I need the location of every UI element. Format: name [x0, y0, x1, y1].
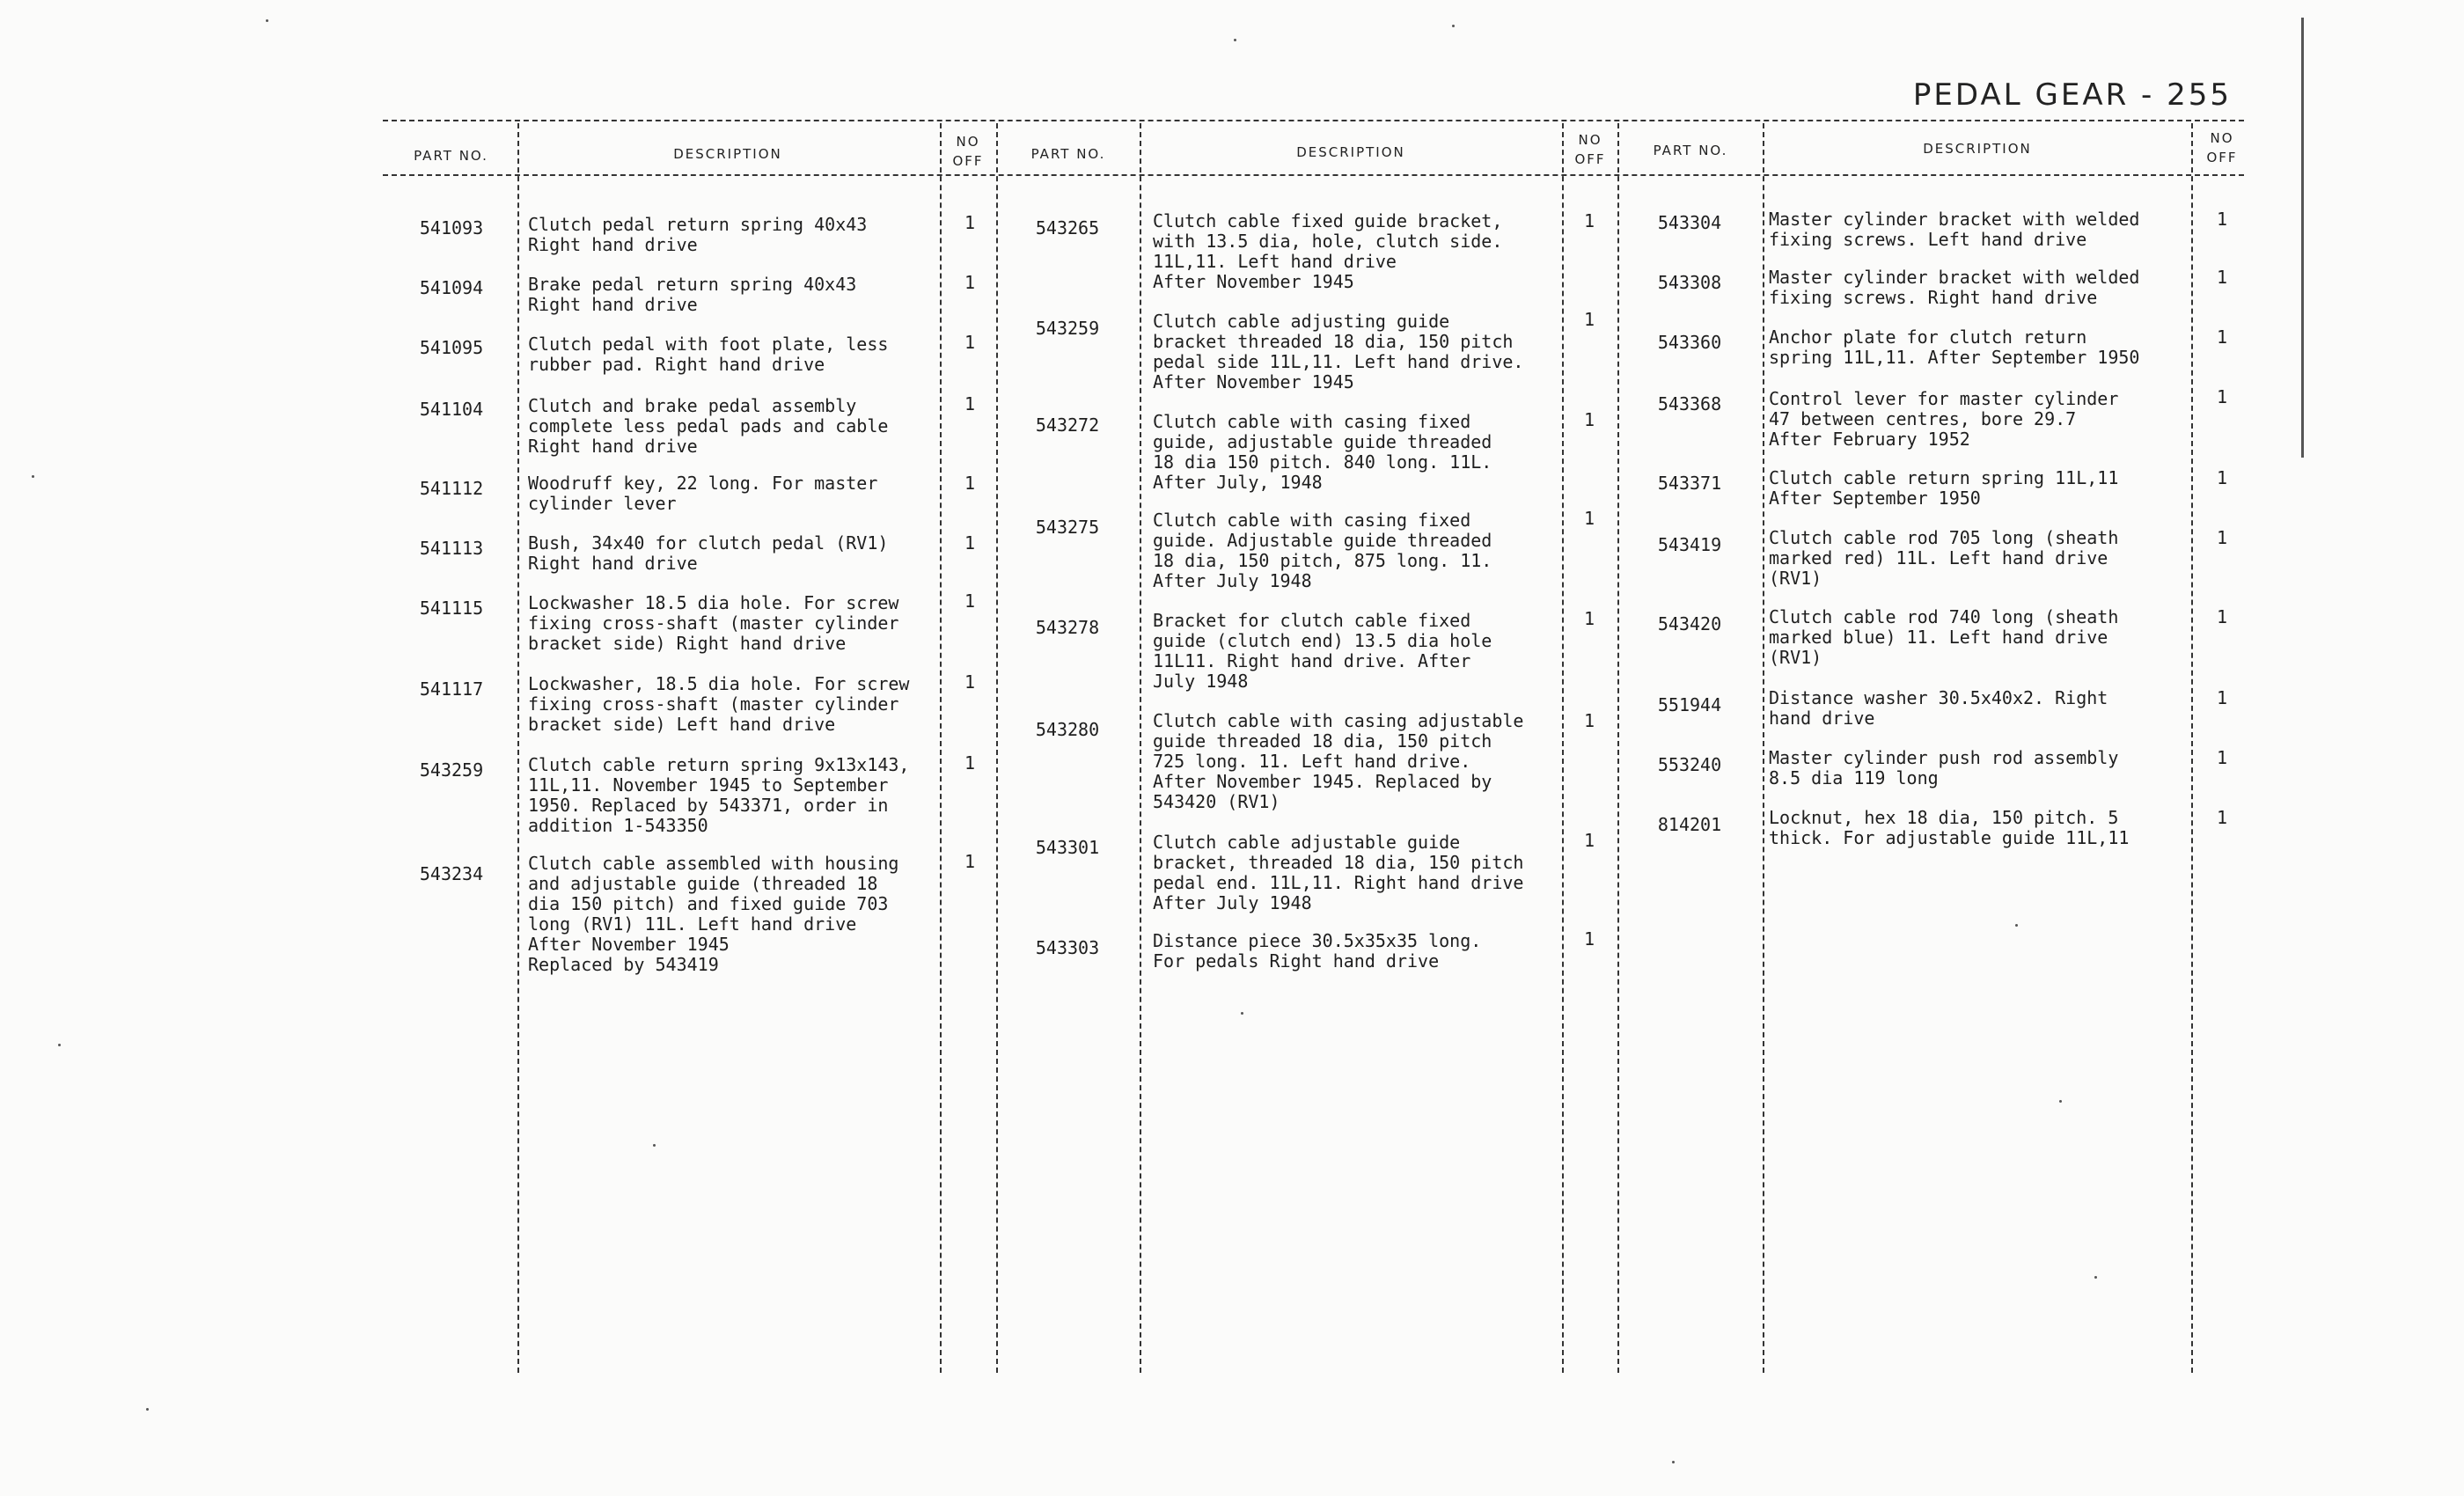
header-no-off-line1: NO	[1578, 132, 1602, 148]
scan-speck	[2059, 1100, 2062, 1103]
part-description: Woodruff key, 22 long. For master cylinder lever	[528, 473, 878, 514]
header-no-off	[2196, 128, 2248, 167]
part-description: Clutch cable return spring 11L,11 After September 1950	[1769, 467, 2119, 509]
quantity: 1	[964, 532, 976, 554]
page-edge-line	[2301, 18, 2304, 458]
part-number: 551944	[1657, 694, 1722, 715]
quantity: 1	[1583, 928, 1595, 950]
part-number: 543308	[1657, 272, 1722, 293]
part-description: Distance washer 30.5x40x2. Right hand drive	[1769, 687, 2108, 729]
header-no-off	[1564, 130, 1617, 169]
part-description: Clutch cable adjustable guide bracket, threaded 18 dia, 150 pitch pedal end. 11L,11. Right hand drive After July 1948	[1153, 832, 1524, 913]
part-description: Clutch cable fixed guide bracket, with 13.5 dia, hole, clutch side. 11L,11. Left hand drive After November 1945	[1153, 210, 1503, 292]
part-description: Master cylinder bracket with welded fixing screws. Right hand drive	[1769, 267, 2140, 308]
part-number: 543304	[1657, 212, 1722, 233]
part-number: 541094	[419, 277, 484, 298]
scan-speck	[1241, 1012, 1243, 1015]
quantity: 1	[2216, 606, 2228, 627]
part-number: 543371	[1657, 473, 1722, 494]
part-number: 543301	[1035, 837, 1100, 858]
header-no-off-line2: OFF	[1574, 151, 1606, 167]
header-no-off	[942, 132, 994, 171]
part-number: 543234	[419, 863, 484, 884]
scan-speck	[2094, 1276, 2097, 1279]
header-no-off-line1: NO	[956, 134, 980, 150]
column-divider	[1617, 123, 1619, 1373]
part-description: Clutch pedal return spring 40x43 Right hand drive	[528, 214, 868, 255]
quantity: 1	[2216, 687, 2228, 708]
part-number: 543278	[1035, 617, 1100, 638]
header-no-off-line2: OFF	[952, 153, 984, 169]
part-number: 541115	[419, 598, 484, 619]
quantity: 1	[2216, 807, 2228, 828]
quantity: 1	[1583, 830, 1595, 851]
scan-speck	[1672, 1461, 1675, 1463]
quantity: 1	[2216, 467, 2228, 488]
scan-speck	[146, 1408, 149, 1411]
part-description: Clutch cable with casing fixed guide, adjustable guide threaded 18 dia 150 pitch. 840 long. 11L. After July, 1948	[1153, 411, 1492, 493]
scan-speck	[1452, 25, 1455, 27]
header-no-off-line2: OFF	[2206, 150, 2238, 165]
scan-speck	[32, 475, 34, 478]
quantity: 1	[964, 752, 976, 774]
quantity: 1	[2216, 747, 2228, 768]
quantity: 1	[964, 332, 976, 353]
part-description: Bracket for clutch cable fixed guide (clutch end) 13.5 dia hole 11L11. Right hand drive. After July 1948	[1153, 610, 1492, 692]
quantity: 1	[964, 212, 976, 233]
header-bottom-rule	[383, 174, 2244, 176]
column-divider	[517, 123, 519, 1373]
part-number: 543265	[1035, 217, 1100, 238]
part-description: Locknut, hex 18 dia, 150 pitch. 5 thick. For adjustable guide 11L,11	[1769, 807, 2130, 848]
quantity: 1	[1583, 409, 1595, 430]
quantity: 1	[1583, 608, 1595, 629]
quantity: 1	[2216, 209, 2228, 230]
part-description: Clutch cable rod 740 long (sheath marked blue) 11. Left hand drive (RV1)	[1769, 606, 2119, 668]
part-description: Clutch and brake pedal assembly complete less pedal pads and cable Right hand drive	[528, 395, 889, 457]
part-description: Master cylinder bracket with welded fixing screws. Left hand drive	[1769, 209, 2140, 250]
part-number: 543303	[1035, 937, 1100, 958]
column-divider	[2191, 123, 2193, 1373]
quantity: 1	[964, 473, 976, 494]
quantity: 1	[2216, 386, 2228, 407]
part-description: Control lever for master cylinder 47 between centres, bore 29.7 After February 1952	[1769, 388, 2119, 450]
quantity: 1	[964, 272, 976, 293]
part-description: Lockwasher 18.5 dia hole. For screw fixing cross-shaft (master cylinder bracket side) Right hand drive	[528, 592, 899, 654]
column-divider	[1140, 123, 1141, 1373]
header-description: DESCRIPTION	[673, 146, 782, 162]
part-description: Clutch cable assembled with housing and adjustable guide (threaded 18 dia 150 pitch) and fixed guide 703 long (RV1) 11L. Left hand drive After November 1945 Replaced by 543419	[528, 853, 899, 975]
quantity: 1	[2216, 326, 2228, 348]
part-number: 553240	[1657, 754, 1722, 775]
part-description: Brake pedal return spring 40x43 Right hand drive	[528, 274, 857, 315]
quantity: 1	[964, 851, 976, 872]
quantity: 1	[964, 671, 976, 693]
part-description: Master cylinder push rod assembly 8.5 dia 119 long	[1769, 747, 2119, 788]
part-number: 814201	[1657, 814, 1722, 835]
scan-speck	[58, 1044, 61, 1046]
part-description: Clutch cable with casing adjustable guide threaded 18 dia, 150 pitch 725 long. 11. Left hand drive. After November 1945. Replaced by 543420 (RV1)	[1153, 710, 1524, 812]
part-number: 543368	[1657, 393, 1722, 414]
part-description: Anchor plate for clutch return spring 11L,11. After September 1950	[1769, 326, 2140, 368]
part-number: 543419	[1657, 534, 1722, 555]
header-part-no: PART NO.	[1030, 146, 1106, 162]
column-divider	[940, 123, 942, 1373]
part-number: 541093	[419, 217, 484, 238]
part-number: 541113	[419, 538, 484, 559]
column-divider	[1763, 123, 1764, 1373]
part-number: 541112	[419, 478, 484, 499]
page-title: PEDAL GEAR - 255	[1912, 77, 2232, 113]
column-divider	[1562, 123, 1564, 1373]
part-description: Clutch cable return spring 9x13x143, 11L,11. November 1945 to September 1950. Replaced by 543371, order in addition 1-543350	[528, 754, 910, 836]
scan-speck	[266, 19, 268, 22]
part-number: 543420	[1657, 613, 1722, 634]
quantity: 1	[1583, 710, 1595, 731]
header-description: DESCRIPTION	[1296, 144, 1405, 160]
quantity: 1	[1583, 210, 1595, 231]
header-top-rule	[383, 120, 2244, 121]
quantity: 1	[964, 590, 976, 612]
part-description: Clutch cable rod 705 long (sheath marked red) 11L. Left hand drive (RV1)	[1769, 527, 2119, 589]
part-description: Clutch cable adjusting guide bracket threaded 18 dia, 150 pitch pedal side 11L,11. Left hand drive. After November 1945	[1153, 311, 1524, 392]
scan-speck	[653, 1144, 656, 1147]
part-number: 543280	[1035, 719, 1100, 740]
part-number: 543360	[1657, 332, 1722, 353]
header-description: DESCRIPTION	[1923, 141, 2032, 157]
part-number: 541117	[419, 678, 484, 700]
scan-speck	[2015, 924, 2018, 927]
scan-speck	[1234, 39, 1236, 41]
part-description: Bush, 34x40 for clutch pedal (RV1) Right hand drive	[528, 532, 889, 574]
part-number: 543259	[419, 759, 484, 781]
part-description: Distance piece 30.5x35x35 long. For pedals Right hand drive	[1153, 930, 1482, 972]
column-divider	[996, 123, 998, 1373]
part-number: 541095	[419, 337, 484, 358]
part-description: Lockwasher, 18.5 dia hole. For screw fixing cross-shaft (master cylinder bracket side) Left hand drive	[528, 673, 910, 735]
part-number: 543272	[1035, 414, 1100, 436]
part-number: 543275	[1035, 517, 1100, 538]
header-part-no: PART NO.	[1653, 143, 1728, 158]
header-no-off-line1: NO	[2210, 130, 2234, 146]
quantity: 1	[1583, 508, 1595, 529]
quantity: 1	[2216, 267, 2228, 288]
part-description: Clutch pedal with foot plate, less rubber pad. Right hand drive	[528, 334, 889, 375]
part-number: 543259	[1035, 318, 1100, 339]
part-description: Clutch cable with casing fixed guide. Adjustable guide threaded 18 dia, 150 pitch, 875 long. 11. After July 1948	[1153, 510, 1492, 591]
quantity: 1	[2216, 527, 2228, 548]
part-number: 541104	[419, 399, 484, 420]
header-part-no: PART NO.	[414, 148, 488, 164]
quantity: 1	[964, 393, 976, 414]
quantity: 1	[1583, 309, 1595, 330]
